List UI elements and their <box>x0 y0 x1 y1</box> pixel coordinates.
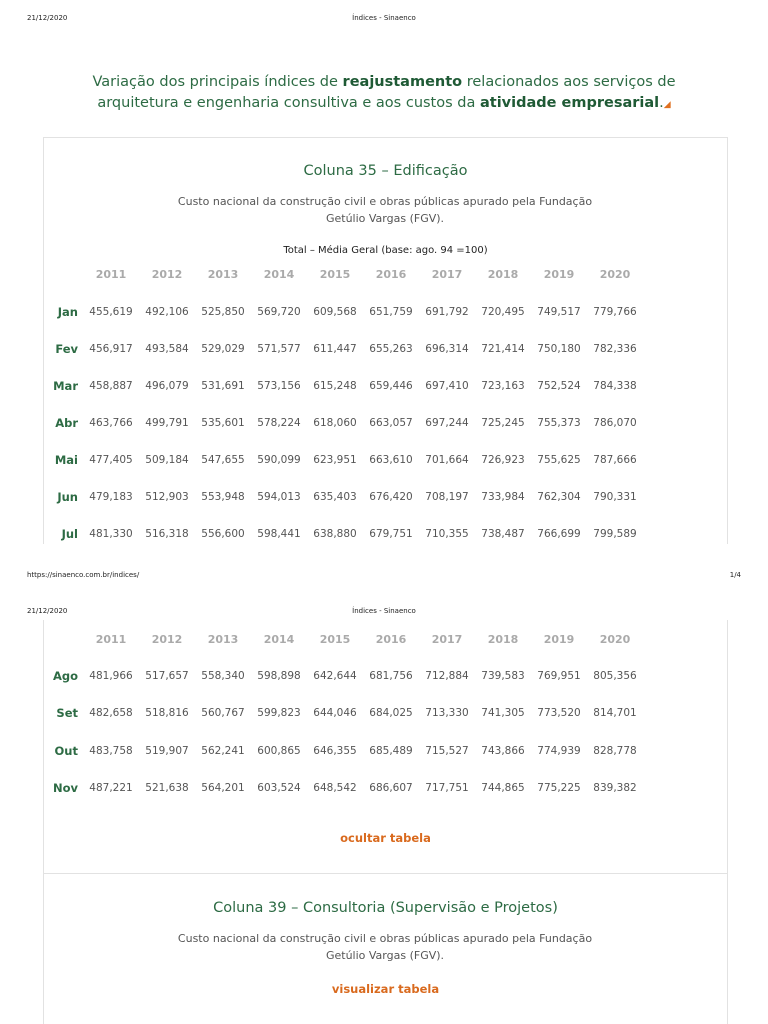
year-label: 2019 <box>543 268 575 281</box>
table-cell: 766,699 <box>537 528 581 540</box>
table-cell: 774,939 <box>537 744 581 757</box>
section-title: Coluna 39 – Consultoria (Supervisão e Projetos) <box>213 900 558 916</box>
table-cell: 458,887 <box>89 380 133 392</box>
table-cell: 713,330 <box>425 707 469 720</box>
table-cell: 481,966 <box>89 670 133 682</box>
month-label: Jul <box>61 527 78 541</box>
year-label: 2020 <box>599 268 631 281</box>
year-label: 2016 <box>375 633 407 646</box>
table-cell: 708,197 <box>425 491 469 503</box>
intro-bold-2: atividade empresarial <box>479 95 660 111</box>
table-cell: 560,767 <box>201 707 245 720</box>
table-cell: 755,373 <box>537 417 581 429</box>
table-cell: 738,487 <box>481 528 525 540</box>
print-date: 21/12/2020 <box>27 14 68 22</box>
month-label: Mar <box>53 379 78 393</box>
table-cell: 553,948 <box>201 491 245 503</box>
table-cell: 635,403 <box>313 491 357 503</box>
table-cell: 712,884 <box>425 670 469 682</box>
year-label: 2012 <box>151 268 183 281</box>
table-cell: 556,600 <box>201 528 245 540</box>
table-row <box>44 379 727 397</box>
table-cell: 684,025 <box>369 707 413 720</box>
year-label: 2013 <box>207 268 239 281</box>
table-cell: 755,625 <box>537 454 581 466</box>
print-page-number: 1/4 <box>729 571 741 579</box>
table-cell: 787,666 <box>593 454 637 466</box>
table-cell: 483,758 <box>89 744 133 757</box>
table-cell: 456,917 <box>89 343 133 355</box>
table-cell: 715,527 <box>425 744 469 757</box>
year-label: 2011 <box>95 268 127 281</box>
year-label: 2019 <box>543 633 575 646</box>
table-cell: 773,520 <box>537 707 581 720</box>
table-cell: 743,866 <box>481 744 525 757</box>
table-cell: 517,657 <box>145 670 189 682</box>
table-cell: 573,156 <box>257 380 301 392</box>
table-cell: 805,356 <box>593 670 637 682</box>
table-cell: 749,517 <box>537 306 581 318</box>
year-label: 2014 <box>263 268 295 281</box>
table-cell: 799,589 <box>593 528 637 540</box>
table-cell: 655,263 <box>369 343 413 355</box>
table-cell: 676,420 <box>369 491 413 503</box>
table-cell: 679,751 <box>369 528 413 540</box>
table-cell: 744,865 <box>481 781 525 794</box>
table-cell: 814,701 <box>593 707 637 720</box>
section-coluna-39 <box>43 874 728 1024</box>
corner-mark-icon: ◢ <box>663 100 671 110</box>
month-label: Set <box>56 706 78 721</box>
table-cell: 717,751 <box>425 781 469 794</box>
table-cell: 525,850 <box>201 306 245 318</box>
intro-part-1: Variação dos principais índices de <box>92 74 343 90</box>
print-header-2 <box>0 607 768 621</box>
table-cell: 609,568 <box>313 306 357 318</box>
table-cell: 769,951 <box>537 670 581 682</box>
table-cell: 535,601 <box>201 417 245 429</box>
table-cell: 752,524 <box>537 380 581 392</box>
table-cell: 600,865 <box>257 744 301 757</box>
table-cell: 482,658 <box>89 707 133 720</box>
table-cell: 638,880 <box>313 528 357 540</box>
table-cell: 710,355 <box>425 528 469 540</box>
table-cell: 481,330 <box>89 528 133 540</box>
table-cell: 663,057 <box>369 417 413 429</box>
table-cell: 492,106 <box>145 306 189 318</box>
table-cell: 726,923 <box>481 454 525 466</box>
table-cell: 775,225 <box>537 781 581 794</box>
table-cell: 782,336 <box>593 343 637 355</box>
table-cell: 741,305 <box>481 707 525 720</box>
table-cell: 642,644 <box>313 670 357 682</box>
table-cell: 598,441 <box>257 528 301 540</box>
table-cell: 750,180 <box>537 343 581 355</box>
section-description: Custo nacional da construção civil e obras públicas apurado pela Fundação Getúlio Vargas (FGV). <box>177 195 593 225</box>
section-coluna-35 <box>43 137 728 544</box>
table-cell: 562,241 <box>201 744 245 757</box>
table-cell: 521,638 <box>145 781 189 794</box>
table-cell: 648,542 <box>313 781 357 794</box>
year-label: 2018 <box>487 633 519 646</box>
year-label: 2017 <box>431 268 463 281</box>
table-cell: 828,778 <box>593 744 637 757</box>
section-description: Custo nacional da construção civil e obras públicas apurado pela Fundação Getúlio Vargas (FGV). <box>177 932 593 962</box>
table-subtitle: Total – Média Geral (base: ago. 94 =100) <box>283 245 488 256</box>
table-cell: 594,013 <box>257 491 301 503</box>
table-cell: 701,664 <box>425 454 469 466</box>
table-cell: 651,759 <box>369 306 413 318</box>
table-cell: 516,318 <box>145 528 189 540</box>
table-cell: 762,304 <box>537 491 581 503</box>
section-coluna-35-continued <box>43 620 728 874</box>
table-cell: 512,903 <box>145 491 189 503</box>
table-cell: 569,720 <box>257 306 301 318</box>
table-cell: 697,244 <box>425 417 469 429</box>
table-cell: 519,907 <box>145 744 189 757</box>
table-cell: 598,898 <box>257 670 301 682</box>
year-header <box>44 633 727 649</box>
table-cell: 615,248 <box>313 380 357 392</box>
table-row <box>44 305 727 323</box>
month-label: Mai <box>54 453 78 467</box>
table-cell: 603,524 <box>257 781 301 794</box>
table-cell: 618,060 <box>313 417 357 429</box>
print-header <box>0 14 768 28</box>
table-cell: 463,766 <box>89 417 133 429</box>
table-cell: 487,221 <box>89 781 133 794</box>
table-cell: 739,583 <box>481 670 525 682</box>
print-date: 21/12/2020 <box>27 607 68 615</box>
table-cell: 455,619 <box>89 306 133 318</box>
year-label: 2017 <box>431 633 463 646</box>
table-cell: 496,079 <box>145 380 189 392</box>
table-cell: 509,184 <box>145 454 189 466</box>
month-label: Fev <box>55 342 78 356</box>
table-cell: 479,183 <box>89 491 133 503</box>
table-cell: 725,245 <box>481 417 525 429</box>
table-cell: 790,331 <box>593 491 637 503</box>
intro-part-2: relacionados aos serviços de arquitetura e engenharia consultiva e aos custos da <box>97 74 676 111</box>
month-label: Jun <box>57 490 78 504</box>
table-cell: 721,414 <box>481 343 525 355</box>
table-row <box>44 706 727 724</box>
table-cell: 720,495 <box>481 306 525 318</box>
table-cell: 611,447 <box>313 343 357 355</box>
table-cell: 685,489 <box>369 744 413 757</box>
table-row <box>44 453 727 471</box>
print-title: Índices - Sinaenco <box>352 607 416 615</box>
year-header <box>44 268 727 284</box>
table-cell: 839,382 <box>593 781 637 794</box>
month-label: Jan <box>57 305 78 319</box>
table-row <box>44 490 727 508</box>
table-cell: 571,577 <box>257 343 301 355</box>
table-cell: 564,201 <box>201 781 245 794</box>
table-cell: 681,756 <box>369 670 413 682</box>
table-cell: 547,655 <box>201 454 245 466</box>
intro-part-3: . <box>659 95 664 111</box>
table-cell: 696,314 <box>425 343 469 355</box>
year-label: 2011 <box>95 633 127 646</box>
hide-table-link[interactable]: ocultar tabela <box>340 831 431 845</box>
year-label: 2015 <box>319 633 351 646</box>
month-label: Ago <box>52 669 78 683</box>
table-row <box>44 744 727 762</box>
table-cell: 518,816 <box>145 707 189 720</box>
table-cell: 691,792 <box>425 306 469 318</box>
table-cell: 784,338 <box>593 380 637 392</box>
table-cell: 733,984 <box>481 491 525 503</box>
table-cell: 599,823 <box>257 707 301 720</box>
month-label: Abr <box>55 416 78 430</box>
table-row <box>44 781 727 799</box>
month-label: Out <box>54 743 78 758</box>
table-cell: 558,340 <box>201 670 245 682</box>
table-cell: 697,410 <box>425 380 469 392</box>
table-cell: 531,691 <box>201 380 245 392</box>
intro-text <box>60 72 708 116</box>
show-table-link[interactable]: visualizar tabela <box>331 982 440 996</box>
section-title: Coluna 35 – Edificação <box>303 163 468 179</box>
year-label: 2012 <box>151 633 183 646</box>
year-label: 2018 <box>487 268 519 281</box>
table-cell: 663,610 <box>369 454 413 466</box>
table-cell: 493,584 <box>145 343 189 355</box>
table-cell: 659,446 <box>369 380 413 392</box>
year-label: 2016 <box>375 268 407 281</box>
month-label: Nov <box>52 780 78 795</box>
table-cell: 786,070 <box>593 417 637 429</box>
intro-bold-1: reajustamento <box>342 74 463 90</box>
table-cell: 499,791 <box>145 417 189 429</box>
table-cell: 686,607 <box>369 781 413 794</box>
table-cell: 644,046 <box>313 707 357 720</box>
table-cell: 529,029 <box>201 343 245 355</box>
table-row <box>44 669 727 687</box>
table-row <box>44 342 727 360</box>
table-cell: 779,766 <box>593 306 637 318</box>
table-cell: 646,355 <box>313 744 357 757</box>
year-label: 2013 <box>207 633 239 646</box>
print-url: https://sinaenco.com.br/indices/ <box>27 571 140 579</box>
table-row <box>44 527 727 545</box>
year-label: 2020 <box>599 633 631 646</box>
year-label: 2014 <box>263 633 295 646</box>
table-cell: 477,405 <box>89 454 133 466</box>
table-cell: 723,163 <box>481 380 525 392</box>
table-cell: 623,951 <box>313 454 357 466</box>
print-title: Índices - Sinaenco <box>352 14 416 22</box>
year-label: 2015 <box>319 268 351 281</box>
table-row <box>44 416 727 434</box>
table-cell: 590,099 <box>257 454 301 466</box>
table-cell: 578,224 <box>257 417 301 429</box>
